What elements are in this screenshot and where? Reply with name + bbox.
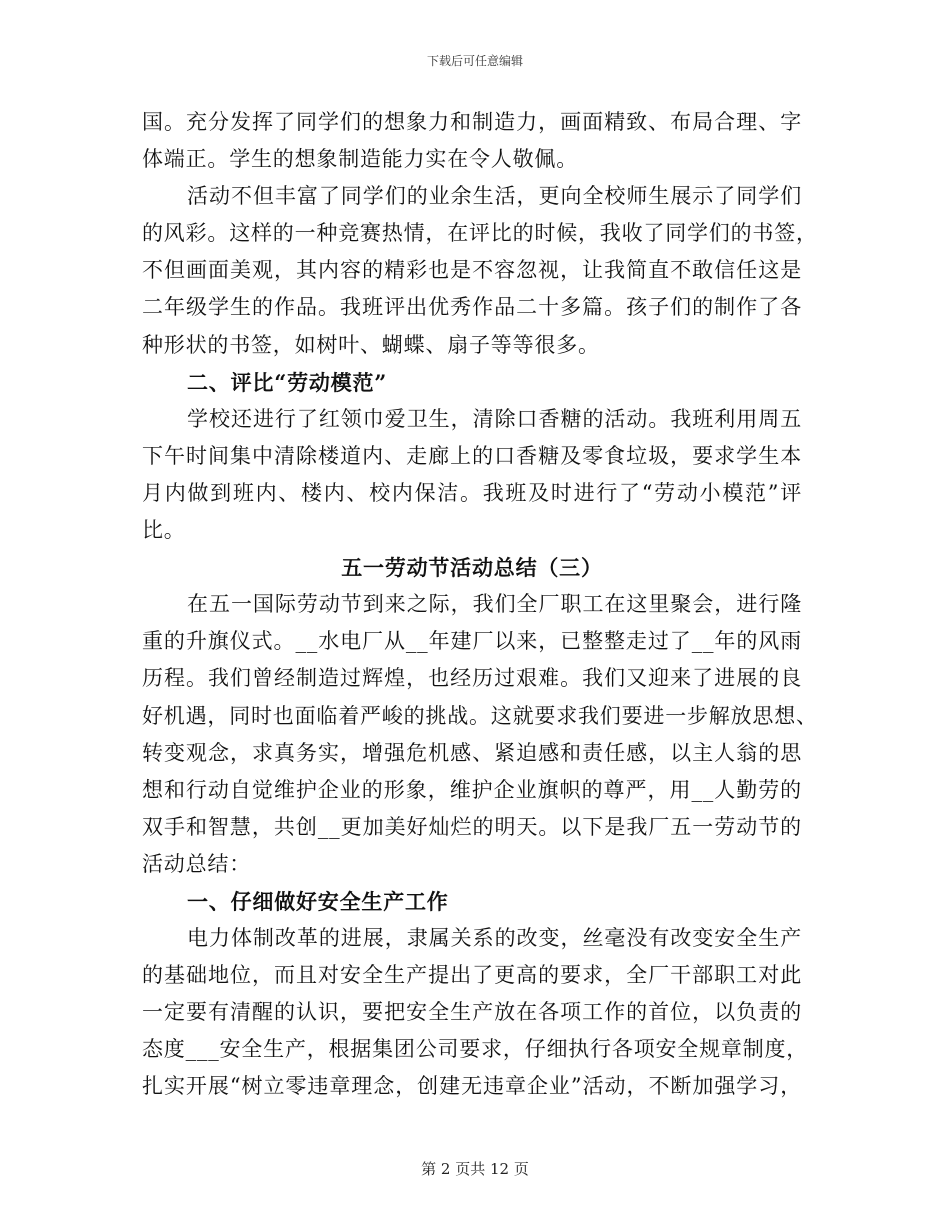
article-title: 五一劳动节活动总结（三） [341, 555, 603, 581]
paragraph-line: 学校还进行了红领巾爱卫生，清除口香糖的活动。我班利用周五 [187, 406, 802, 431]
paragraph-line: 二年级学生的作品。我班评出优秀作品二十多篇。孩子们的制作了各 [142, 295, 802, 320]
paragraph-line: 历程。我们曾经制造过辉煌，也经历过艰难。我们又迎来了进展的良 [142, 666, 802, 691]
paragraph-line: 月内做到班内、楼内、校内保洁。我班及时进行了“劳动小模范”评 [142, 480, 802, 505]
page-header: 下载后可任意编辑 [426, 54, 523, 68]
paragraph-line: 重的升旗仪式。__水电厂从__年建厂以来，已整整走过了__年的风雨 [142, 629, 802, 654]
paragraph-line: 不但画面美观，其内容的精彩也是不容忽视，让我简直不敢信任这是 [142, 258, 802, 283]
paragraph-line: 想和行动自觉维护企业的形象，维护企业旗帜的尊严，用__人勤劳的 [142, 777, 802, 802]
section-heading: 一、仔细做好安全生产工作 [187, 888, 449, 914]
paragraph-line: 在五一国际劳动节到来之际，我们全厂职工在这里聚会，进行隆 [187, 592, 802, 617]
section-heading: 二、评比“劳动模范” [187, 369, 388, 395]
paragraph-line: 国。充分发挥了同学们的想象力和制造力，画面精致、布局合理、字 [142, 110, 802, 134]
paragraph-line: 种形状的书签，如树叶、蝴蝶、扇子等等很多。 [142, 332, 600, 357]
page-footer: 第 2 页共 12 页 [421, 1160, 529, 1178]
paragraph-line: 扎实开展“树立零违章理念，创建无违章企业”活动，不断加强学习， [142, 1074, 802, 1099]
paragraph-line: 活动不但丰富了同学们的业余生活，更向全校师生展示了同学们 [187, 184, 802, 209]
paragraph-line: 双手和智慧，共创__更加美好灿烂的明天。以下是我厂五一劳动节的 [142, 814, 802, 839]
paragraph-line: 转变观念，求真务实，增强危机感、紧迫感和责任感，以主人翁的思 [142, 740, 802, 765]
document-body [142, 104, 818, 1106]
paragraph-line: 下午时间集中清除楼道内、走廊上的口香糖及零食垃圾，要求学生本 [142, 443, 802, 468]
paragraph-line: 活动总结： [142, 851, 251, 876]
paragraph-line: 的风彩。这样的一种竞赛热情，在评比的时候，我收了同学们的书签， [142, 221, 818, 246]
paragraph-line: 的基础地位，而且对安全生产提出了更高的要求，全厂干部职工对此 [142, 963, 802, 988]
paragraph-line: 态度___安全生产，根据集团公司要求，仔细执行各项安全规章制度， [142, 1037, 809, 1062]
paragraph-line: 好机遇，同时也面临着严峻的挑战。这就要求我们要进一步解放思想、 [142, 703, 818, 728]
paragraph-line: 体端正。学生的想象制造能力实在令人敬佩。 [142, 147, 578, 172]
paragraph-line: 电力体制改革的进展，隶属关系的改变，丝毫没有改变安全生产 [187, 926, 802, 951]
paragraph-line: 比。 [142, 518, 186, 543]
paragraph-line: 一定要有清醒的认识，要把安全生产放在各项工作的首位，以负责的 [142, 1000, 802, 1025]
